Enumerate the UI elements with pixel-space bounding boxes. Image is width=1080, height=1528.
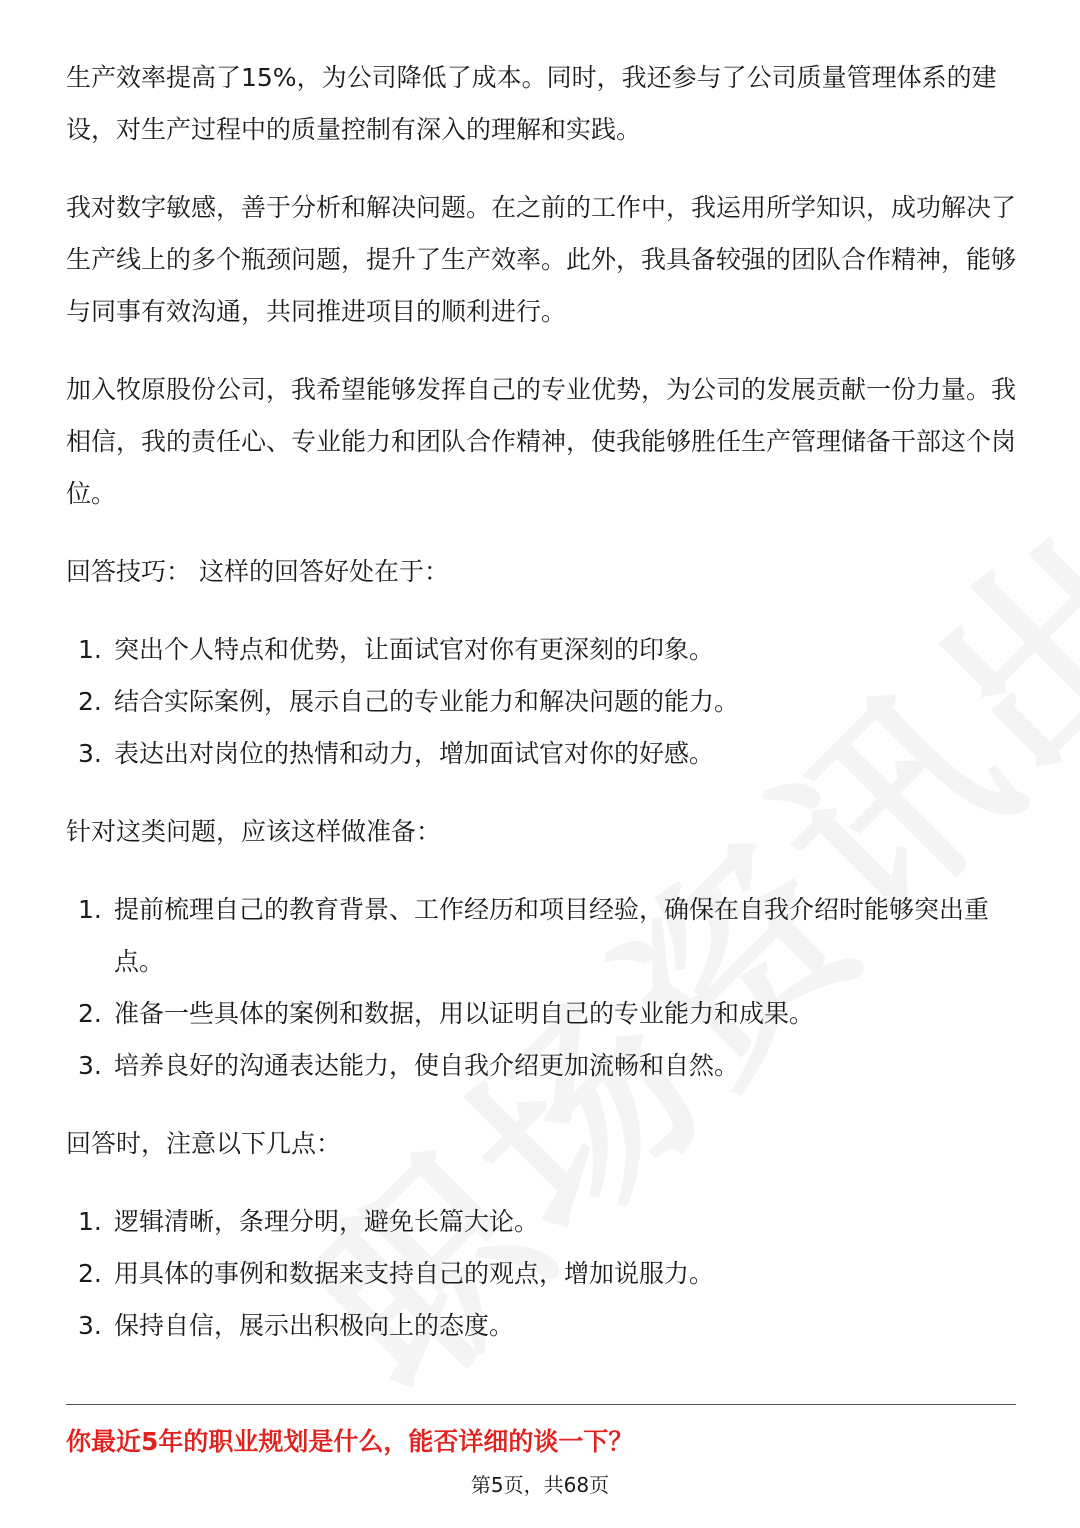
list-item: [66, 728, 1016, 780]
list-item: [66, 988, 1016, 1040]
list-item-text: 用具体的事例和数据来支持自己的观点，增加说服力。: [114, 1259, 715, 1288]
paragraph-1: 生产效率提高了15%，为公司降低了成本。同时，我还参与了公司质量管理体系的建设，对生产过程中的质量控制有深入的理解和实践。: [66, 63, 997, 144]
list-number: 3.: [78, 1311, 102, 1340]
list-item-text: 逻辑清晰，条理分明，避免长篇大论。: [114, 1207, 540, 1236]
list-number: 3.: [78, 1051, 102, 1080]
section-heading-tips: 回答技巧： 这样的回答好处在于：: [66, 557, 449, 586]
list-item-text: 表达出对岗位的热情和动力，增加面试官对你的好感。: [114, 739, 715, 768]
list-item: [66, 676, 1016, 728]
document-body: [66, 52, 1016, 1378]
section-divider: [66, 1404, 1016, 1405]
paragraph-3: 加入牧原股份公司，我希望能够发挥自己的专业优势，为公司的发展贡献一份力量。我相信，我的责任心、专业能力和团队合作精神，使我能够胜任生产管理储备干部这个岗位。: [66, 375, 1017, 508]
list-item: [66, 1040, 1016, 1092]
preparation-list: [66, 884, 1016, 1092]
list-item-text: 保持自信，展示出积极向上的态度。: [114, 1311, 515, 1340]
list-number: 1.: [78, 895, 102, 924]
tips-list: [66, 624, 1016, 780]
list-item-text: 提前梳理自己的教育背景、工作经历和项目经验，确保在自我介绍时能够突出重点。: [114, 895, 990, 976]
list-number: 1.: [78, 635, 102, 664]
list-item: [66, 1248, 1016, 1300]
list-number: 2.: [78, 1259, 102, 1288]
list-item: [66, 884, 1016, 988]
list-item-text: 培养良好的沟通表达能力，使自我介绍更加流畅和自然。: [114, 1051, 740, 1080]
list-item: [66, 1196, 1016, 1248]
list-item-text: 结合实际案例，展示自己的专业能力和解决问题的能力。: [114, 687, 740, 716]
list-number: 2.: [78, 999, 102, 1028]
section-heading-preparation: 针对这类问题，应该这样做准备：: [66, 817, 442, 846]
page-footer: 第5页，共68页: [470, 1473, 610, 1497]
notes-list: [66, 1196, 1016, 1352]
list-item: [66, 624, 1016, 676]
next-question-heading: 你最近5年的职业规划是什么，能否详细的谈一下？: [66, 1427, 634, 1456]
list-number: 3.: [78, 739, 102, 768]
list-number: 2.: [78, 687, 102, 716]
list-number: 1.: [78, 1207, 102, 1236]
list-item: [66, 1300, 1016, 1352]
list-item-text: 突出个人特点和优势，让面试官对你有更深刻的印象。: [114, 635, 715, 664]
section-heading-notes: 回答时，注意以下几点：: [66, 1129, 342, 1158]
list-item-text: 准备一些具体的案例和数据，用以证明自己的专业能力和成果。: [114, 999, 815, 1028]
paragraph-2: 我对数字敏感，善于分析和解决问题。在之前的工作中，我运用所学知识，成功解决了生产线上的多个瓶颈问题，提升了生产效率。此外，我具备较强的团队合作精神，能够与同事有效沟通，共同推进项目的顺利进行。: [66, 193, 1017, 326]
